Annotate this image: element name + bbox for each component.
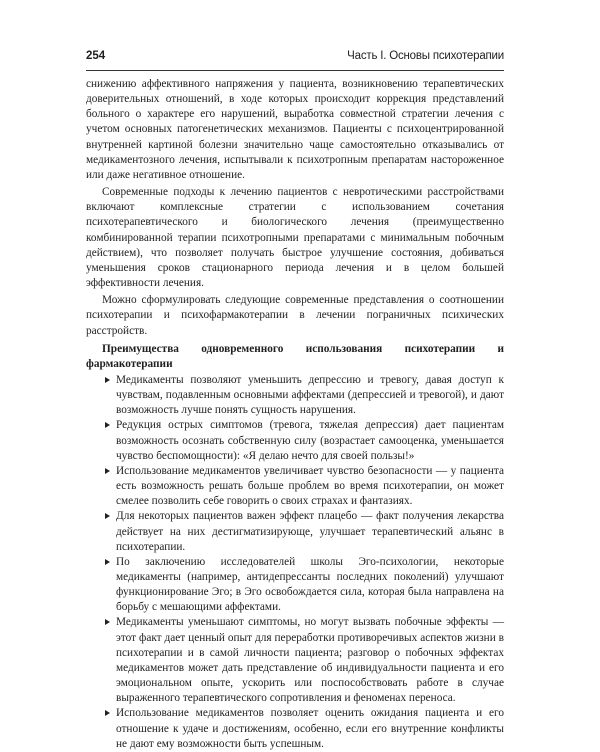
list-item-text: Редукция острых симптомов (тревога, тяжелая депрессия) дает пациентам возможность осознать собственную силу (возрастает самооценка, уменьшается чувство беспомощности): «Я делаю нечто для своей пользы!» bbox=[116, 419, 504, 462]
list-item bbox=[86, 418, 504, 463]
list-item bbox=[86, 615, 504, 706]
triangle-bullet-icon bbox=[105, 559, 110, 565]
paragraph: Современные подходы к лечению пациентов с невротическими расстройствами включают комплексные стратегии с использованием сочетания психотерапевтического и биологического лечения (преимущественно комбинированной терапии психотропными препаратами с минимальным побочным действием), что позволяет получать быстрое улучшение состояния, добиваться уменьшения сроков стационарного периода лечения и в целом большей эффективности лечения. bbox=[86, 186, 504, 290]
bullet-list bbox=[86, 373, 504, 752]
paragraph: Можно сформулировать следующие современные представления о соотношении психотерапии и психофармакотерапии в лечении пограничных психических расстройств. bbox=[86, 294, 504, 337]
list-item bbox=[86, 706, 504, 751]
header-rule bbox=[86, 70, 504, 71]
triangle-bullet-icon bbox=[105, 377, 110, 383]
page-header bbox=[86, 50, 504, 66]
list-item-text: По заключению исследователей школы Эго-психологии, некоторые медикаменты (например, антидепрессанты последних поколений) улучшают функционирование Эго; в Эго освобождается сила, которая была направлена на борьбу с мешающими аффектами. bbox=[116, 555, 504, 614]
section-title: Преимущества одновременного использования психотерапии и фармакотерапии bbox=[86, 342, 504, 370]
triangle-bullet-icon bbox=[105, 468, 110, 474]
list-item bbox=[86, 509, 504, 554]
running-head: Часть I. Основы психотерапии bbox=[347, 50, 504, 62]
list-item-text: Использование медикаментов увеличивает чувство безопасности — у пациента есть возможность решать больше проблем во время психотерапии, он может смелее позволить себе говорить о своих страхах и фантазиях. bbox=[116, 464, 504, 508]
triangle-bullet-icon bbox=[105, 513, 110, 519]
list-item bbox=[86, 555, 504, 616]
paragraph: снижению аффективного напряжения у пациента, возникновению терапевтических доверительных отношений, в ходе которых происходит коррекция представлений больного о характере его нарушений, выработка совместной стратегии лечения с учетом основных патогенетических механизмов. Пациенты с психоцентрированной внутренней картиной болезни значительно чаще самостоятельно отказывались от медикаментозного лечения, испытывали к психотропным препаратам настороженное или даже негативное отношение. bbox=[86, 78, 504, 181]
triangle-bullet-icon bbox=[105, 619, 110, 625]
list-item bbox=[86, 373, 504, 418]
list-item-text: Для некоторых пациентов важен эффект плацебо — факт получения лекарства действует на них дестигматизирующе, улучшает терапевтический альянс в психотерапии. bbox=[116, 510, 504, 553]
list-item-text: Медикаменты позволяют уменьшить депрессию и тревогу, давая доступ к чувствам, подавленным основными аффектами (депрессией и тревогой), и дают возможность лучше понять сущность нарушения. bbox=[116, 373, 504, 417]
page-body bbox=[86, 77, 504, 752]
triangle-bullet-icon bbox=[105, 422, 110, 428]
triangle-bullet-icon bbox=[105, 710, 110, 716]
list-item-text: Медикаменты уменьшают симптомы, но могут вызвать побочные эффекты — этот факт дает ценный опыт для переработки противоречивых аспектов жизни в психотерапии и в самой личности пациента; разговор о побочных эффектах медикаментов может дать представление об индивидуальности пациента и его эмоциональном опыте, ускорить или поспособствовать работе в случае выраженного терапевтического сопротивления и феноменах переноса. bbox=[116, 616, 504, 705]
list-item bbox=[86, 464, 504, 509]
page-number: 254 bbox=[86, 50, 106, 62]
list-item-text: Использование медикаментов позволяет оценить ожидания пациента и его отношение к удаче и достижениям, особенно, если его внутренние конфликты не дают ему возможности быть успешным. bbox=[116, 707, 504, 750]
